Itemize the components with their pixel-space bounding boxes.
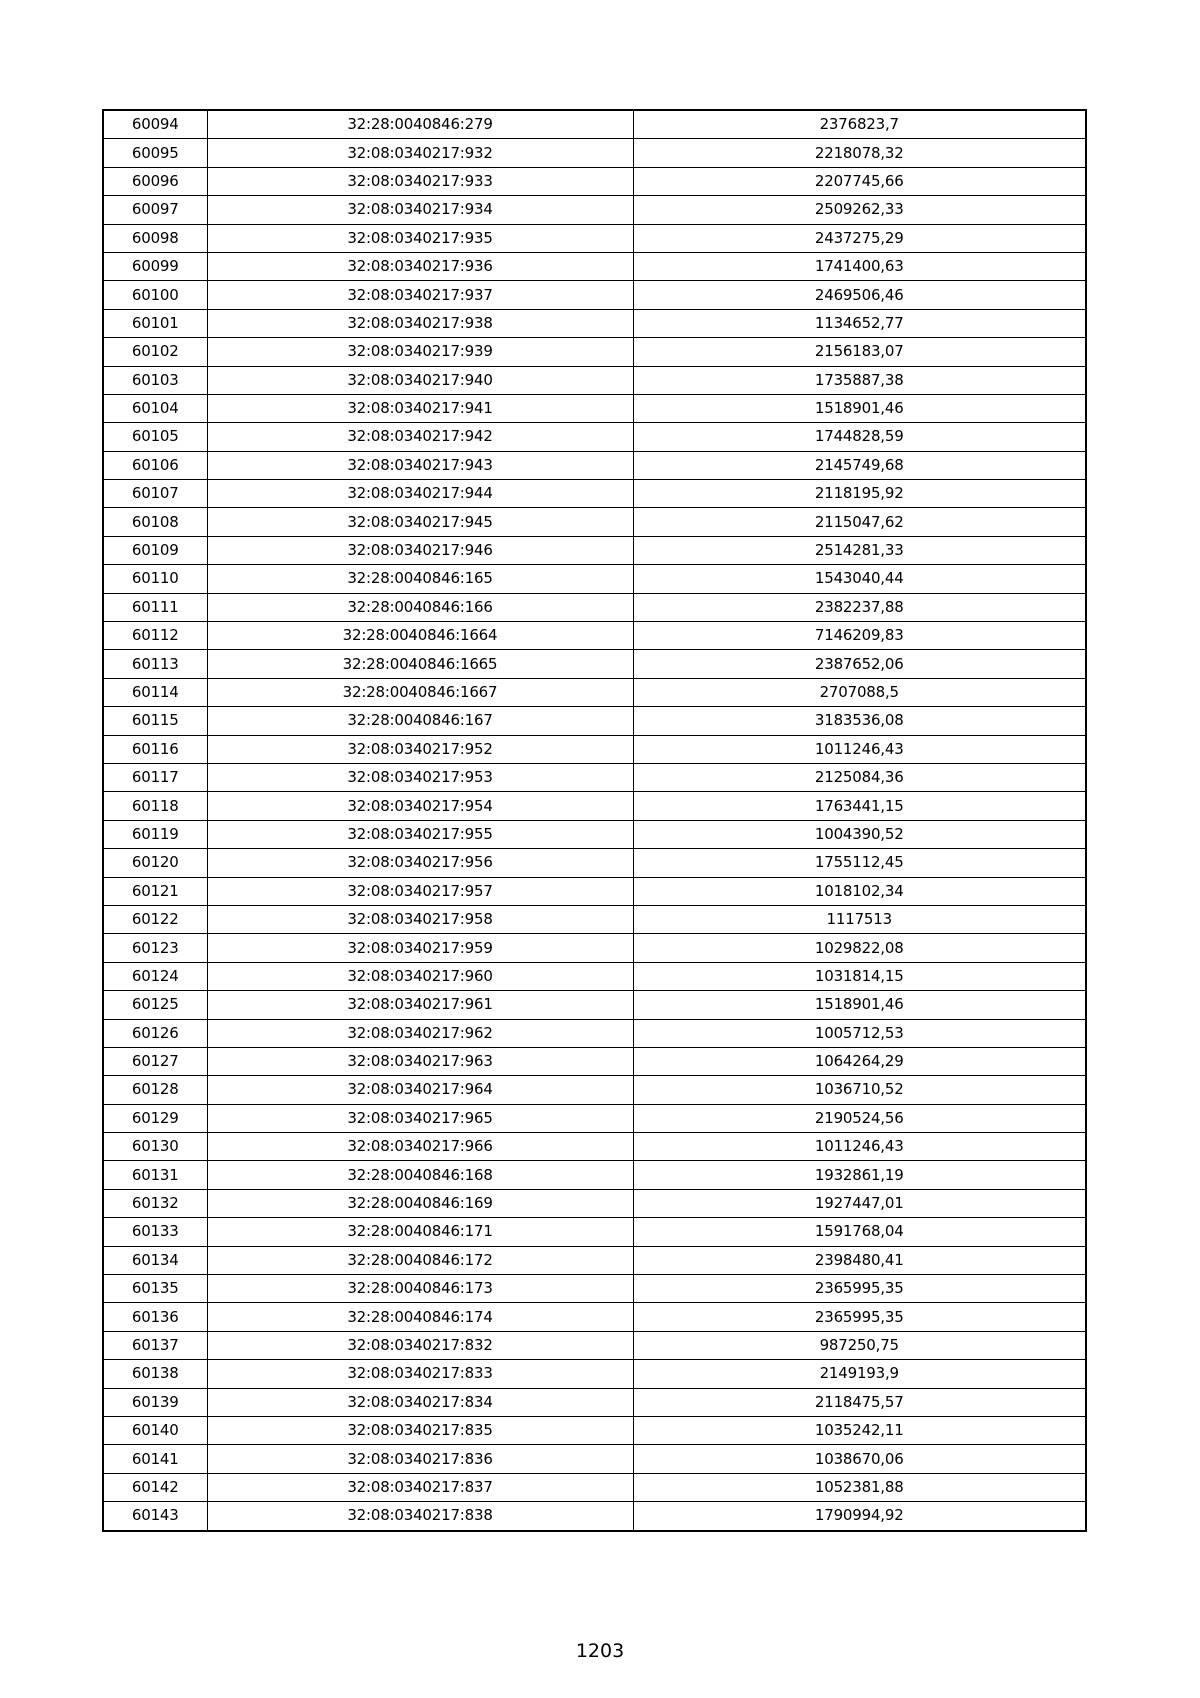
table-row — [103, 1445, 1086, 1473]
value-cell: 1744828,59 — [633, 423, 1086, 451]
value-cell: 2514281,33 — [633, 536, 1086, 564]
row-number-cell: 60101 — [103, 309, 207, 337]
table-row — [103, 196, 1086, 224]
value-cell: 2190524,56 — [633, 1104, 1086, 1132]
table-row — [103, 678, 1086, 706]
table-row — [103, 763, 1086, 791]
cadastral-number-cell: 32:08:0340217:834 — [207, 1388, 633, 1416]
row-number-cell: 60095 — [103, 139, 207, 167]
row-number-cell: 60141 — [103, 1445, 207, 1473]
table-row — [103, 735, 1086, 763]
value-cell: 1018102,34 — [633, 877, 1086, 905]
row-number-cell: 60140 — [103, 1416, 207, 1444]
row-number-cell: 60119 — [103, 820, 207, 848]
cadastral-number-cell: 32:08:0340217:962 — [207, 1019, 633, 1047]
cadastral-number-cell: 32:08:0340217:934 — [207, 196, 633, 224]
row-number-cell: 60094 — [103, 110, 207, 139]
cadastral-number-cell: 32:28:0040846:165 — [207, 565, 633, 593]
cadastral-number-cell: 32:28:0040846:1664 — [207, 622, 633, 650]
cadastral-number-cell: 32:28:0040846:167 — [207, 707, 633, 735]
value-cell: 1518901,46 — [633, 991, 1086, 1019]
value-cell: 2365995,35 — [633, 1303, 1086, 1331]
cadastral-number-cell: 32:08:0340217:961 — [207, 991, 633, 1019]
value-cell: 2509262,33 — [633, 196, 1086, 224]
table-row — [103, 877, 1086, 905]
value-cell: 2469506,46 — [633, 281, 1086, 309]
value-cell: 1755112,45 — [633, 849, 1086, 877]
row-number-cell: 60104 — [103, 394, 207, 422]
cadastral-number-cell: 32:28:0040846:172 — [207, 1246, 633, 1274]
row-number-cell: 60131 — [103, 1161, 207, 1189]
table-row — [103, 934, 1086, 962]
value-cell: 1029822,08 — [633, 934, 1086, 962]
value-cell: 1011246,43 — [633, 1133, 1086, 1161]
row-number-cell: 60120 — [103, 849, 207, 877]
value-cell: 1011246,43 — [633, 735, 1086, 763]
row-number-cell: 60133 — [103, 1218, 207, 1246]
row-number-cell: 60108 — [103, 508, 207, 536]
cadastral-number-cell: 32:28:0040846:1665 — [207, 650, 633, 678]
cadastral-number-cell: 32:08:0340217:944 — [207, 480, 633, 508]
table-row — [103, 565, 1086, 593]
cadastral-number-cell: 32:08:0340217:959 — [207, 934, 633, 962]
table-row — [103, 1502, 1086, 1531]
table-row — [103, 1473, 1086, 1501]
cadastral-number-cell: 32:08:0340217:966 — [207, 1133, 633, 1161]
value-cell: 1031814,15 — [633, 962, 1086, 990]
row-number-cell: 60112 — [103, 622, 207, 650]
table-row — [103, 1246, 1086, 1274]
table-row — [103, 1331, 1086, 1359]
cadastral-number-cell: 32:28:0040846:168 — [207, 1161, 633, 1189]
row-number-cell: 60139 — [103, 1388, 207, 1416]
table-row — [103, 820, 1086, 848]
cadastral-number-cell: 32:08:0340217:836 — [207, 1445, 633, 1473]
table-row — [103, 1275, 1086, 1303]
table-row — [103, 338, 1086, 366]
table-row — [103, 1416, 1086, 1444]
row-number-cell: 60137 — [103, 1331, 207, 1359]
value-cell: 3183536,08 — [633, 707, 1086, 735]
value-cell: 1117513 — [633, 905, 1086, 933]
value-cell: 1064264,29 — [633, 1047, 1086, 1075]
row-number-cell: 60132 — [103, 1189, 207, 1217]
row-number-cell: 60109 — [103, 536, 207, 564]
value-cell: 1927447,01 — [633, 1189, 1086, 1217]
table-row — [103, 167, 1086, 195]
cadastral-number-cell: 32:08:0340217:939 — [207, 338, 633, 366]
cadastral-number-cell: 32:08:0340217:936 — [207, 252, 633, 280]
row-number-cell: 60123 — [103, 934, 207, 962]
cadastral-number-cell: 32:28:0040846:166 — [207, 593, 633, 621]
cadastral-number-cell: 32:28:0040846:174 — [207, 1303, 633, 1331]
row-number-cell: 60107 — [103, 480, 207, 508]
cadastral-number-cell: 32:08:0340217:954 — [207, 792, 633, 820]
table-row — [103, 1388, 1086, 1416]
row-number-cell: 60126 — [103, 1019, 207, 1047]
cadastral-number-cell: 32:08:0340217:952 — [207, 735, 633, 763]
row-number-cell: 60122 — [103, 905, 207, 933]
data-table — [102, 109, 1087, 1532]
cadastral-number-cell: 32:28:0040846:169 — [207, 1189, 633, 1217]
table-row — [103, 849, 1086, 877]
row-number-cell: 60124 — [103, 962, 207, 990]
value-cell: 1763441,15 — [633, 792, 1086, 820]
cadastral-number-cell: 32:28:0040846:279 — [207, 110, 633, 139]
table-row — [103, 423, 1086, 451]
cadastral-number-cell: 32:08:0340217:838 — [207, 1502, 633, 1531]
table-row — [103, 394, 1086, 422]
table-row — [103, 1104, 1086, 1132]
row-number-cell: 60138 — [103, 1360, 207, 1388]
value-cell: 2218078,32 — [633, 139, 1086, 167]
value-cell: 1038670,06 — [633, 1445, 1086, 1473]
row-number-cell: 60111 — [103, 593, 207, 621]
table-row — [103, 451, 1086, 479]
table-row — [103, 991, 1086, 1019]
row-number-cell: 60136 — [103, 1303, 207, 1331]
table-row — [103, 480, 1086, 508]
table-row — [103, 1133, 1086, 1161]
value-cell: 1134652,77 — [633, 309, 1086, 337]
table-row — [103, 1303, 1086, 1331]
cadastral-number-cell: 32:08:0340217:946 — [207, 536, 633, 564]
cadastral-number-cell: 32:08:0340217:955 — [207, 820, 633, 848]
cadastral-number-cell: 32:08:0340217:833 — [207, 1360, 633, 1388]
row-number-cell: 60143 — [103, 1502, 207, 1531]
row-number-cell: 60125 — [103, 991, 207, 1019]
row-number-cell: 60113 — [103, 650, 207, 678]
row-number-cell: 60105 — [103, 423, 207, 451]
cadastral-number-cell: 32:08:0340217:835 — [207, 1416, 633, 1444]
table-row — [103, 1218, 1086, 1246]
row-number-cell: 60118 — [103, 792, 207, 820]
page-number: 1203 — [575, 1640, 625, 1662]
cadastral-number-cell: 32:08:0340217:960 — [207, 962, 633, 990]
value-cell: 1543040,44 — [633, 565, 1086, 593]
cadastral-number-cell: 32:08:0340217:935 — [207, 224, 633, 252]
value-cell: 1790994,92 — [633, 1502, 1086, 1531]
cadastral-number-cell: 32:28:0040846:1667 — [207, 678, 633, 706]
value-cell: 2707088,5 — [633, 678, 1086, 706]
table-row — [103, 1019, 1086, 1047]
cadastral-number-cell: 32:28:0040846:173 — [207, 1275, 633, 1303]
cadastral-number-cell: 32:08:0340217:941 — [207, 394, 633, 422]
value-cell: 2207745,66 — [633, 167, 1086, 195]
value-cell: 1005712,53 — [633, 1019, 1086, 1047]
value-cell: 2387652,06 — [633, 650, 1086, 678]
table-row — [103, 1161, 1086, 1189]
row-number-cell: 60100 — [103, 281, 207, 309]
row-number-cell: 60114 — [103, 678, 207, 706]
value-cell: 987250,75 — [633, 1331, 1086, 1359]
cadastral-number-cell: 32:08:0340217:942 — [207, 423, 633, 451]
row-number-cell: 60121 — [103, 877, 207, 905]
row-number-cell: 60102 — [103, 338, 207, 366]
value-cell: 2376823,7 — [633, 110, 1086, 139]
value-cell: 1932861,19 — [633, 1161, 1086, 1189]
value-cell: 1741400,63 — [633, 252, 1086, 280]
cadastral-number-cell: 32:08:0340217:832 — [207, 1331, 633, 1359]
value-cell: 1735887,38 — [633, 366, 1086, 394]
value-cell: 7146209,83 — [633, 622, 1086, 650]
table-row — [103, 508, 1086, 536]
row-number-cell: 60117 — [103, 763, 207, 791]
value-cell: 2437275,29 — [633, 224, 1086, 252]
row-number-cell: 60134 — [103, 1246, 207, 1274]
cadastral-number-cell: 32:08:0340217:958 — [207, 905, 633, 933]
value-cell: 2382237,88 — [633, 593, 1086, 621]
table-row — [103, 962, 1086, 990]
row-number-cell: 60096 — [103, 167, 207, 195]
cadastral-number-cell: 32:08:0340217:940 — [207, 366, 633, 394]
row-number-cell: 60110 — [103, 565, 207, 593]
row-number-cell: 60106 — [103, 451, 207, 479]
cadastral-number-cell: 32:28:0040846:171 — [207, 1218, 633, 1246]
table-row — [103, 650, 1086, 678]
value-cell: 1518901,46 — [633, 394, 1086, 422]
table-row — [103, 224, 1086, 252]
value-cell: 2115047,62 — [633, 508, 1086, 536]
row-number-cell: 60128 — [103, 1076, 207, 1104]
table-row — [103, 110, 1086, 139]
table-row — [103, 593, 1086, 621]
table-row — [103, 622, 1086, 650]
value-cell: 2125084,36 — [633, 763, 1086, 791]
cadastral-number-cell: 32:08:0340217:933 — [207, 167, 633, 195]
table-row — [103, 139, 1086, 167]
cadastral-number-cell: 32:08:0340217:938 — [207, 309, 633, 337]
cadastral-number-cell: 32:08:0340217:956 — [207, 849, 633, 877]
cadastral-number-cell: 32:08:0340217:957 — [207, 877, 633, 905]
table-row — [103, 536, 1086, 564]
cadastral-number-cell: 32:08:0340217:932 — [207, 139, 633, 167]
cadastral-number-cell: 32:08:0340217:943 — [207, 451, 633, 479]
row-number-cell: 60103 — [103, 366, 207, 394]
value-cell: 2156183,07 — [633, 338, 1086, 366]
value-cell: 2398480,41 — [633, 1246, 1086, 1274]
value-cell: 1036710,52 — [633, 1076, 1086, 1104]
cadastral-number-cell: 32:08:0340217:945 — [207, 508, 633, 536]
cadastral-number-cell: 32:08:0340217:965 — [207, 1104, 633, 1132]
table-row — [103, 1189, 1086, 1217]
row-number-cell: 60129 — [103, 1104, 207, 1132]
row-number-cell: 60142 — [103, 1473, 207, 1501]
value-cell: 2149193,9 — [633, 1360, 1086, 1388]
value-cell: 2118195,92 — [633, 480, 1086, 508]
row-number-cell: 60127 — [103, 1047, 207, 1075]
cadastral-number-cell: 32:08:0340217:837 — [207, 1473, 633, 1501]
table-row — [103, 707, 1086, 735]
row-number-cell: 60115 — [103, 707, 207, 735]
table-row — [103, 905, 1086, 933]
table-row — [103, 1076, 1086, 1104]
table-row — [103, 281, 1086, 309]
cadastral-number-cell: 32:08:0340217:937 — [207, 281, 633, 309]
row-number-cell: 60098 — [103, 224, 207, 252]
value-cell: 1591768,04 — [633, 1218, 1086, 1246]
value-cell: 1035242,11 — [633, 1416, 1086, 1444]
table-row — [103, 1047, 1086, 1075]
cadastral-number-cell: 32:08:0340217:953 — [207, 763, 633, 791]
table-row — [103, 792, 1086, 820]
cadastral-number-cell: 32:08:0340217:964 — [207, 1076, 633, 1104]
table-row — [103, 366, 1086, 394]
table-row — [103, 252, 1086, 280]
cadastral-number-cell: 32:08:0340217:963 — [207, 1047, 633, 1075]
row-number-cell: 60097 — [103, 196, 207, 224]
value-cell: 2365995,35 — [633, 1275, 1086, 1303]
row-number-cell: 60116 — [103, 735, 207, 763]
row-number-cell: 60130 — [103, 1133, 207, 1161]
value-cell: 2145749,68 — [633, 451, 1086, 479]
value-cell: 2118475,57 — [633, 1388, 1086, 1416]
table-row — [103, 309, 1086, 337]
row-number-cell: 60135 — [103, 1275, 207, 1303]
row-number-cell: 60099 — [103, 252, 207, 280]
table-body — [103, 110, 1086, 1531]
value-cell: 1052381,88 — [633, 1473, 1086, 1501]
table-row — [103, 1360, 1086, 1388]
value-cell: 1004390,52 — [633, 820, 1086, 848]
